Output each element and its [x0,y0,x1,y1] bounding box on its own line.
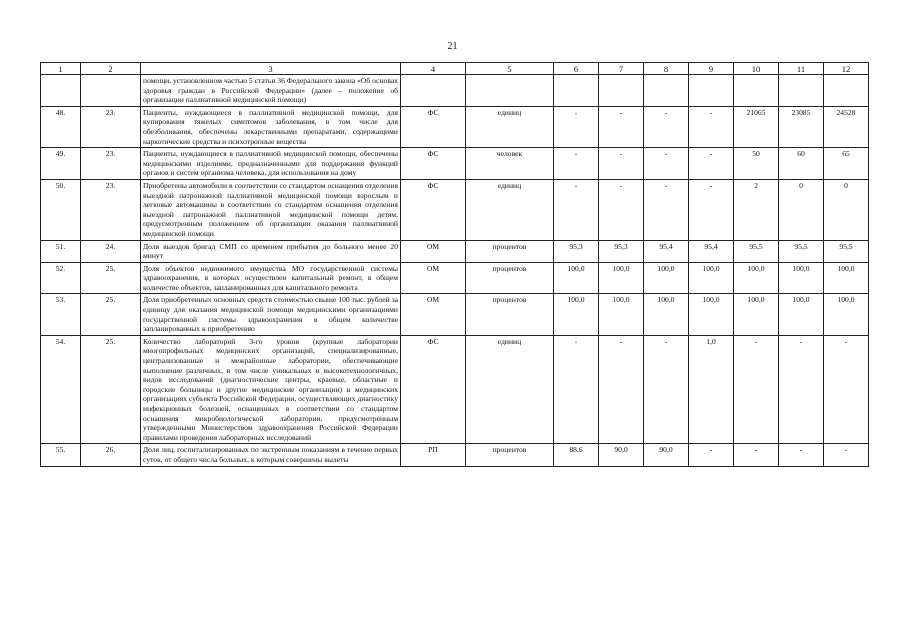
value-cell: 100,0 [734,294,779,335]
indicator-type-cell: ФС [401,148,466,180]
header-cell: 2 [81,63,141,75]
value-cell: 0 [779,179,824,240]
value-cell: 100,0 [779,294,824,335]
value-cell: 23085 [779,106,824,147]
value-cell: 1,0 [689,335,734,444]
indicator-text-cell: помощи, установленном частью 5 статьи 36 Федерального закона «Об основах здоровья граждан в Российской Федерации» (далее – положение об организации паллиативной медицинской помощи) [141,75,401,107]
unit-cell: процентов [466,444,554,466]
ref-number-cell: 26. [81,444,141,466]
value-cell: 100,0 [779,262,824,294]
value-cell [644,75,689,107]
header-cell: 11 [779,63,824,75]
value-cell: 88,6 [554,444,599,466]
unit-cell: единиц [466,106,554,147]
indicator-text-cell: Приобретены автомобили в соответствии со стандартом оснащения отделения выездной патронажной паллиативной медицинской помощи взрослым и легковые автомашины в соответствии со стандартом оснащения отделения выездной патронажной паллиативной медицинской помощи детям, предусмотренным положением об организации оказания паллиативной медицинской помощи [141,179,401,240]
value-cell: - [689,179,734,240]
value-cell: 95,5 [779,240,824,262]
row-number-cell: 51. [41,240,81,262]
value-cell: - [779,444,824,466]
value-cell: - [599,148,644,180]
value-cell: - [644,148,689,180]
value-cell: 100,0 [734,262,779,294]
value-cell: 2 [734,179,779,240]
indicator-text-cell: Доля объектов недвижимого имущества МО государственной системы здравоохранения, в которых осуществлен капитальный ремонт, в общем количестве объектов, запланированных для капитального ремонта [141,262,401,294]
header-cell: 12 [824,63,869,75]
indicators-table [40,62,869,467]
row-number-cell: 50. [41,179,81,240]
table-row [41,106,869,147]
row-number-cell: 55. [41,444,81,466]
value-cell: 100,0 [689,262,734,294]
value-cell [689,75,734,107]
header-cell: 5 [466,63,554,75]
indicator-type-cell [401,75,466,107]
value-cell: - [779,335,824,444]
value-cell: - [644,335,689,444]
value-cell: - [554,106,599,147]
value-cell [599,75,644,107]
value-cell: 100,0 [824,294,869,335]
header-cell: 8 [644,63,689,75]
value-cell: 0 [824,179,869,240]
indicator-type-cell: ОМ [401,262,466,294]
ref-number-cell: 23. [81,106,141,147]
value-cell: - [644,106,689,147]
value-cell: 95,4 [644,240,689,262]
header-row [41,63,869,75]
value-cell: 100,0 [689,294,734,335]
value-cell: 95,5 [734,240,779,262]
value-cell: 21065 [734,106,779,147]
value-cell: - [689,148,734,180]
value-cell: - [824,335,869,444]
indicator-text-cell: Количество лабораторий 3-го уровня (крупные лаборатории многопрофильных медицинских организаций, специализированные, централизованные и межрайонные лаборатории, обеспечивающие выполнение различных, в том числе уникальных и высокотехнологичных, видов исследований (диагностические центры, краевые, областные и городские больницы и другие медицинские организации) в медицинских организациях субъекта Российской Федерации, осуществляющих диагностику инфекционных болезней, оснащенных в соответствии со стандартом оснащения микробиологической лаборатории, предусмотренным утвержденными Министерством здравоохранения Российской Федерации правилами проведения лабораторных исследований [141,335,401,444]
indicator-text-cell: Пациенты, нуждающиеся в паллиативной медицинской помощи, обеспечены медицинскими изделиями, предназначенными для поддержания функций органов и систем организма человека, для использования на дому [141,148,401,180]
value-cell: - [644,179,689,240]
table-row [41,179,869,240]
table-row [41,335,869,444]
page-number: 21 [447,41,458,52]
value-cell: 95,5 [824,240,869,262]
header-cell: 7 [599,63,644,75]
value-cell: - [599,106,644,147]
indicator-text-cell: Доля лиц, госпитализированных по экстренным показаниям в течение первых суток, от общего числа больных, к которым совершены вылеты [141,444,401,466]
value-cell: 100,0 [599,294,644,335]
indicator-text-cell: Доля приобретенных основных средств стоимостью свыше 100 тыс. рублей за единицу для оказания медицинской помощи медицинскими организациями государственной системы здравоохранения в общем количестве запланированных к приобретению [141,294,401,335]
value-cell: - [824,444,869,466]
unit-cell: процентов [466,240,554,262]
row-number-cell: 54. [41,335,81,444]
value-cell: - [554,335,599,444]
indicator-type-cell: ФС [401,335,466,444]
header-cell: 4 [401,63,466,75]
value-cell: 100,0 [599,262,644,294]
unit-cell: единиц [466,335,554,444]
value-cell: 100,0 [644,294,689,335]
indicator-type-cell: ОМ [401,240,466,262]
header-cell: 6 [554,63,599,75]
value-cell: 95,3 [554,240,599,262]
unit-cell [466,75,554,107]
row-number-cell: 49. [41,148,81,180]
ref-number-cell [81,75,141,107]
value-cell: 100,0 [644,262,689,294]
table-row [41,294,869,335]
indicator-type-cell: ФС [401,106,466,147]
row-number-cell [41,75,81,107]
unit-cell: процентов [466,294,554,335]
value-cell: 65 [824,148,869,180]
indicator-type-cell: РП [401,444,466,466]
value-cell: - [554,179,599,240]
value-cell: 90,0 [644,444,689,466]
table-row [41,444,869,466]
value-cell: 100,0 [824,262,869,294]
value-cell: - [734,335,779,444]
value-cell [734,75,779,107]
value-cell: 24528 [824,106,869,147]
value-cell: 100,0 [554,294,599,335]
ref-number-cell: 23. [81,148,141,180]
value-cell: 50 [734,148,779,180]
table-row [41,148,869,180]
unit-cell: человек [466,148,554,180]
ref-number-cell: 23. [81,179,141,240]
header-cell: 1 [41,63,81,75]
header-cell: 10 [734,63,779,75]
indicator-type-cell: ОМ [401,294,466,335]
table-row [41,262,869,294]
unit-cell: единиц [466,179,554,240]
value-cell: - [599,335,644,444]
value-cell [824,75,869,107]
table-row [41,75,869,107]
indicator-text-cell: Пациенты, нуждающиеся в паллиативной медицинской помощи, для купирования тяжелых симптомов заболевания, в том числе для обезболивания, обеспечены лекарственными препаратами, содержащими наркотические средства и психотропные вещества [141,106,401,147]
value-cell: - [734,444,779,466]
value-cell: - [689,106,734,147]
value-cell: 60 [779,148,824,180]
indicator-text-cell: Доля выездов бригад СМП со временем прибытия до больного менее 20 минут [141,240,401,262]
value-cell [779,75,824,107]
ref-number-cell: 25. [81,335,141,444]
header-cell: 3 [141,63,401,75]
value-cell: 95,3 [599,240,644,262]
value-cell: 100,0 [554,262,599,294]
unit-cell: процентов [466,262,554,294]
value-cell [554,75,599,107]
value-cell: 90,0 [599,444,644,466]
row-number-cell: 48. [41,106,81,147]
table-row [41,240,869,262]
header-cell: 9 [689,63,734,75]
value-cell: 95,4 [689,240,734,262]
row-number-cell: 53. [41,294,81,335]
indicator-type-cell: ФС [401,179,466,240]
value-cell: - [599,179,644,240]
ref-number-cell: 24. [81,240,141,262]
value-cell: - [554,148,599,180]
ref-number-cell: 25. [81,262,141,294]
row-number-cell: 52. [41,262,81,294]
ref-number-cell: 25. [81,294,141,335]
value-cell: - [689,444,734,466]
